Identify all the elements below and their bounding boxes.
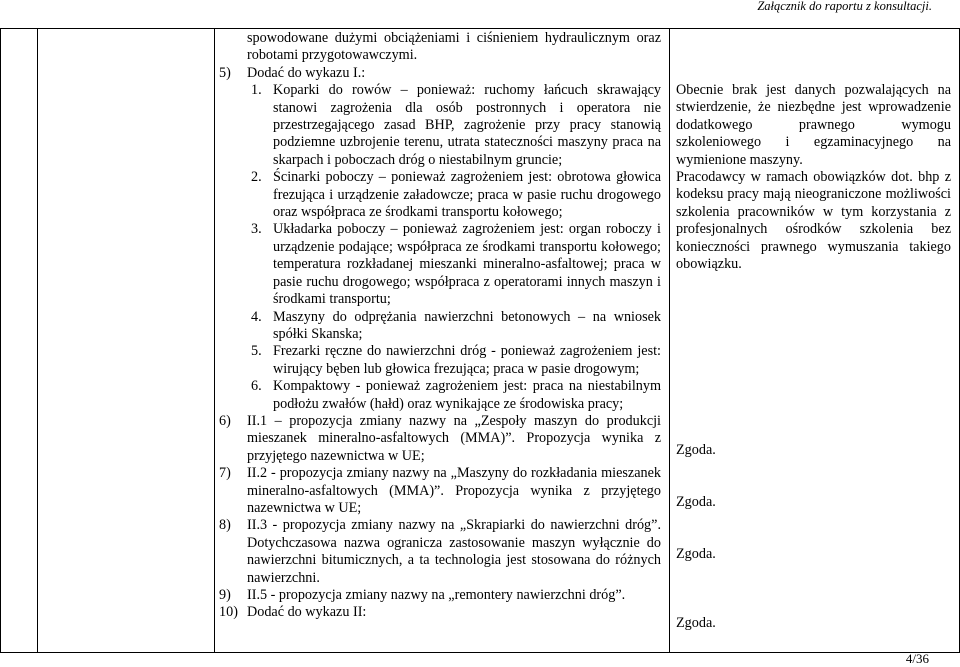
response-agree: Zgoda. <box>676 442 716 458</box>
intro-text: spowodowane dużymi obciążeniami i ciśnieniem hydraulicznym oraz robotami przygotowawczymi. <box>247 30 661 64</box>
response-paragraph: Obecnie brak jest danych pozwalających na stwierdzenie, że niezbędne jest wprowadzenie dodatkowego prawnego wymogu szkoleniowego i egzaminacyjnego na wymienione maszyny. <box>676 82 951 168</box>
sub-list-item: 1. Koparki do rowów – ponieważ: ruchomy łańcuch skrawający stanowi zagrożenia dla osób postronnych i operatora nie przestrzegającego zasad BHP, zagrożenie przy pracy stanowią podziemne uzbrojenie terenu, utrata stateczności maszyny praca na skarpach i poboczach dróg o niestabilnym gruncie; <box>251 82 661 168</box>
sub-list-item: 5. Frezarki ręczne do nawierzchni dróg - ponieważ zagrożeniem jest: wirujący bęben lub głowica frezująca; praca w pasie drogowym; <box>251 343 661 377</box>
table-column-divider <box>669 28 670 653</box>
table-bottom-border <box>0 652 960 653</box>
list-item: 10) Dodać do wykazu II: <box>219 604 367 621</box>
sub-list-item: 6. Kompaktowy - ponieważ zagrożeniem jest: praca na niestabilnym podłożu zwałów (hałd) oraz wynikające ze środowiska pracy; <box>251 378 661 412</box>
response-column <box>676 82 951 273</box>
sub-list-item: 2. Ścinarki poboczy – ponieważ zagrożeniem jest: obrotowa głowica frezująca i urządzenie załadowcze; praca w pasie ruchu drogowego oraz współpraca ze środkami transportu kołowego; <box>251 169 661 221</box>
table-border-left <box>0 28 1 653</box>
list-item: 5) Dodać do wykazu I.: <box>219 64 366 81</box>
response-agree: Zgoda. <box>676 615 716 631</box>
proposal-column <box>219 30 661 622</box>
table-column-divider <box>37 28 38 653</box>
table-column-divider <box>214 28 215 653</box>
table-top-border <box>0 28 960 29</box>
sub-list-item: 3. Układarka poboczy – ponieważ zagrożeniem jest: organ roboczy i urządzenie podające; współpraca ze środkami transportu kołowego; temperatura rozkładanej mieszanki mineralno-asfaltowej; praca w pasie ruchu drogowego; współpraca z operatorami innych maszyn i środkami transportu; <box>251 221 661 308</box>
page-header: Załącznik do raportu z konsultacji. <box>757 0 932 13</box>
response-agree: Zgoda. <box>676 494 716 510</box>
response-paragraph: Pracodawcy w ramach obowiązków dot. bhp z kodeksu pracy mają nieograniczone możliwości szkolenia pracowników w tym korzystania z profesjonalnych ośrodków szkolenia bez konieczności prawnego wymuszania takiego obowiązku. <box>676 169 951 273</box>
list-item: 6) II.1 – propozycja zmiany nazwy na „Zespoły maszyn do produkcji mieszanek mineralno-asfaltowych (MMA)”. Propozycja wynika z przyjętego nazewnictwa w UE; <box>219 412 661 464</box>
response-agree: Zgoda. <box>676 546 716 562</box>
list-item: 8) II.3 - propozycja zmiany nazwy na „Skrapiarki do nawierzchni dróg”. Dotychczasowa nazwa ogranicza zastosowanie maszyn wyłącznie do nawierzchni bitumicznych, a ta technologia jest stosowana do różnych nawierzchni. <box>219 517 661 586</box>
list-item: 7) II.2 - propozycja zmiany nazwy na „Maszyny do rozkładania mieszanek mineralno-asfaltowych (MMA)”. Propozycja wynika z przyjętego nazewnictwa w UE; <box>219 465 661 516</box>
sub-list-item: 4. Maszyny do odprężania nawierzchni betonowych – na wniosek spółki Skanska; <box>251 308 661 342</box>
page-number: 4/36 <box>905 651 929 666</box>
list-item: 9) II.5 - propozycja zmiany nazwy na „remontery nawierzchni dróg”. <box>219 587 626 603</box>
